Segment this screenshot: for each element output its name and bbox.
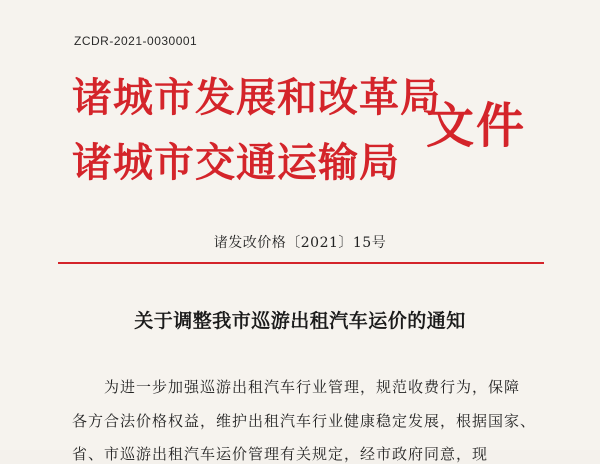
document-number: 诸发改价格〔2021〕15号 [213,235,387,251]
document-title: 关于调整我市巡游出租汽车运价的通知 [134,310,466,332]
issuer-name-transport: 诸城市交通运输局 [72,139,400,186]
document-code: ZCDR-2021-0030001 [74,34,198,48]
red-divider-line [58,262,544,264]
body-text-line: 为进一步加强巡游出租汽车行业管理，规范收费行为，保障 [104,378,521,396]
file-label: 文件 [426,98,527,154]
body-text-line: 省、市巡游出租汽车运价管理有关规定，经市政府同意，现 [72,445,489,463]
issuer-name-development-reform: 诸城市发展和改革局 [72,74,441,121]
body-text-line: 各方合法价格权益，维护出租汽车行业健康稳定发展，根据国家、 [72,412,537,430]
